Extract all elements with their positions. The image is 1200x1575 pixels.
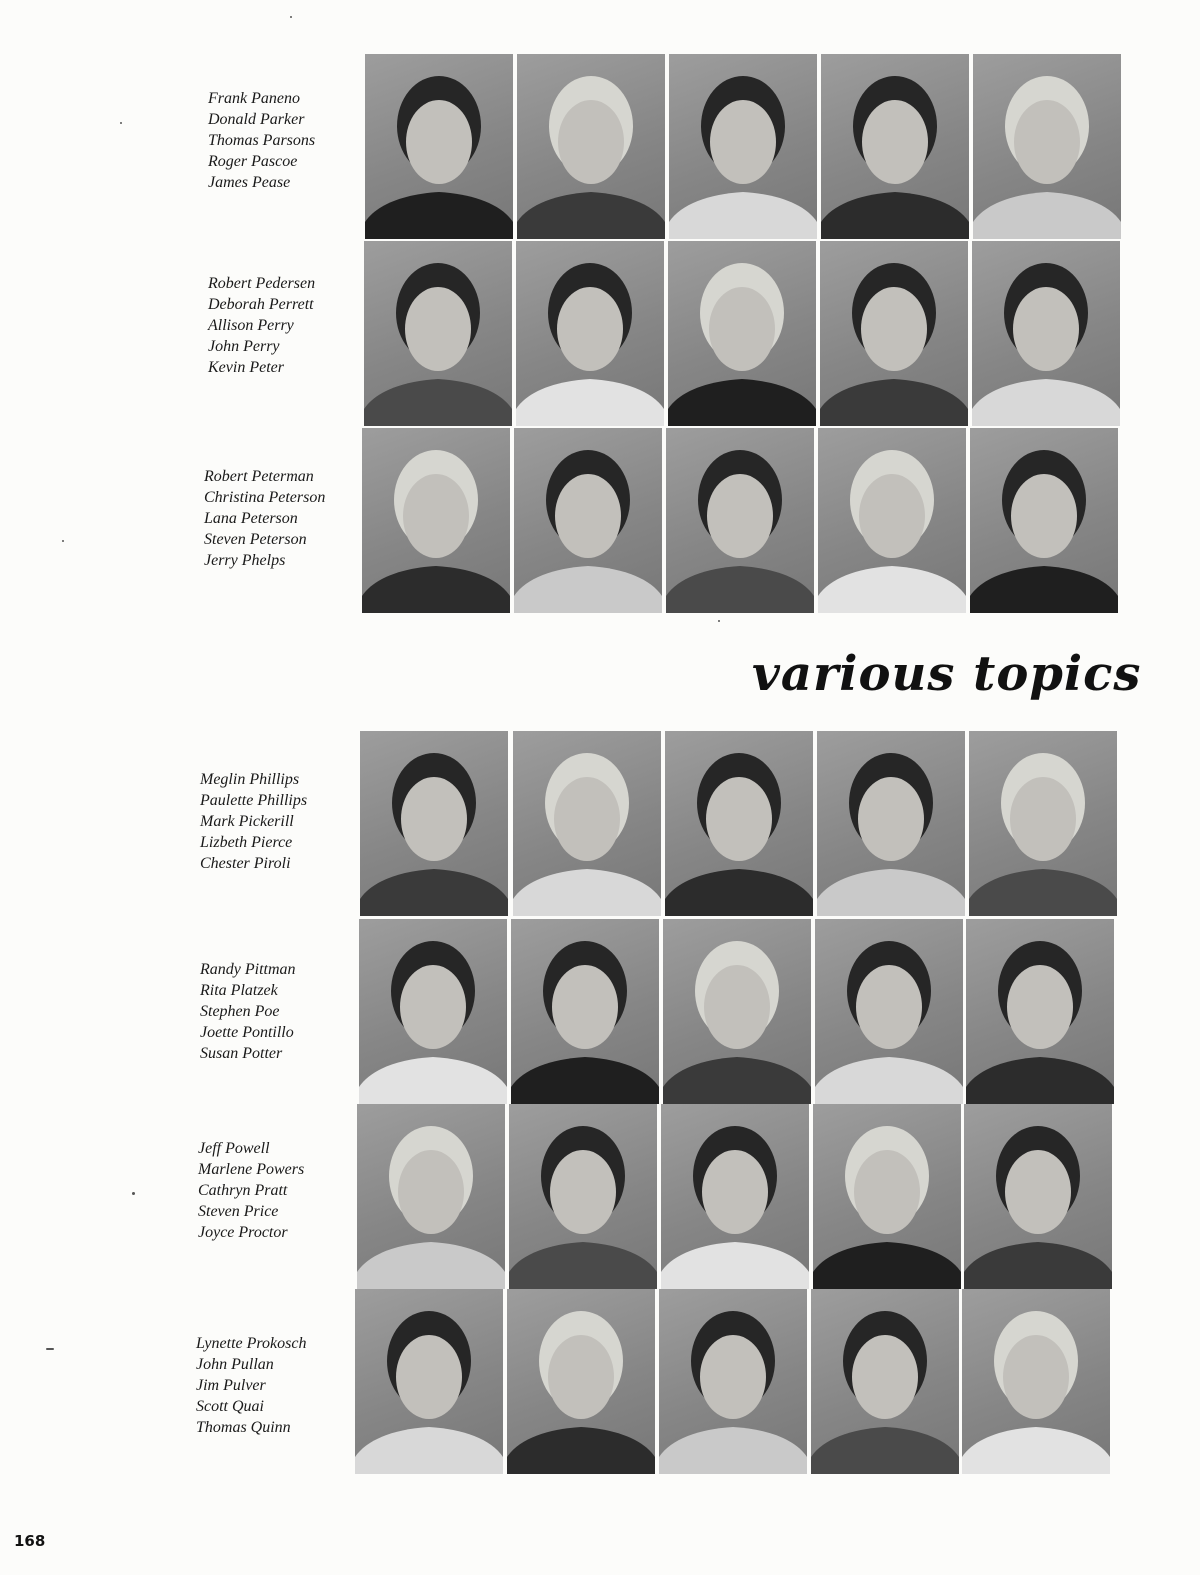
shoulders-shape: [513, 869, 661, 916]
face-shape: [558, 100, 624, 184]
face-shape: [854, 1150, 920, 1234]
student-name: Jim Pulver: [196, 1377, 266, 1394]
portrait-silhouette: [668, 241, 816, 426]
student-name: Joyce Proctor: [198, 1224, 288, 1241]
student-name: Thomas Quinn: [196, 1419, 291, 1436]
portrait-silhouette: [821, 54, 969, 239]
portrait-silhouette: [516, 241, 664, 426]
portrait-photo: [973, 54, 1121, 239]
portrait-silhouette: [514, 428, 662, 613]
portrait-silhouette: [970, 428, 1118, 613]
portrait-silhouette: [355, 1289, 503, 1474]
student-name: Donald Parker: [208, 111, 305, 128]
face-shape: [554, 777, 620, 861]
face-shape: [852, 1335, 918, 1419]
face-shape: [1003, 1335, 1069, 1419]
student-name: Chester Piroli: [200, 855, 291, 872]
shoulders-shape: [668, 379, 816, 426]
shoulders-shape: [813, 1242, 961, 1289]
portrait-silhouette: [509, 1104, 657, 1289]
face-shape: [550, 1150, 616, 1234]
scan-speck: [718, 620, 720, 622]
student-name: Kevin Peter: [208, 359, 284, 376]
portrait-photo: [359, 919, 507, 1104]
portrait-photo: [663, 919, 811, 1104]
portrait-photo: [665, 731, 813, 916]
portrait-silhouette: [665, 731, 813, 916]
shoulders-shape: [359, 1057, 507, 1104]
scan-speck: [120, 122, 122, 124]
face-shape: [710, 100, 776, 184]
portrait-photo: [364, 241, 512, 426]
portrait-photo: [514, 428, 662, 613]
shoulders-shape: [665, 869, 813, 916]
portrait-silhouette: [811, 1289, 959, 1474]
portrait-photo: [513, 731, 661, 916]
portrait-silhouette: [815, 919, 963, 1104]
shoulders-shape: [815, 1057, 963, 1104]
portrait-photo: [365, 54, 513, 239]
portrait-silhouette: [669, 54, 817, 239]
face-shape: [403, 474, 469, 558]
shoulders-shape: [811, 1427, 959, 1474]
shoulders-shape: [666, 566, 814, 613]
portrait-photo: [970, 428, 1118, 613]
student-name: Deborah Perrett: [208, 296, 314, 313]
name-list: [208, 88, 315, 193]
student-name: Jeff Powell: [198, 1140, 270, 1157]
portrait-silhouette: [973, 54, 1121, 239]
portrait-photo: [821, 54, 969, 239]
student-name: Jerry Phelps: [204, 552, 286, 569]
portrait-photo: [362, 428, 510, 613]
face-shape: [706, 777, 772, 861]
portrait-photo: [964, 1104, 1112, 1289]
name-list: [200, 769, 307, 874]
face-shape: [707, 474, 773, 558]
portrait-silhouette: [360, 731, 508, 916]
face-shape: [401, 777, 467, 861]
shoulders-shape: [966, 1057, 1114, 1104]
portrait-silhouette: [359, 919, 507, 1104]
shoulders-shape: [962, 1427, 1110, 1474]
shoulders-shape: [661, 1242, 809, 1289]
shoulders-shape: [821, 192, 969, 239]
student-name: Frank Paneno: [208, 90, 300, 107]
shoulders-shape: [516, 379, 664, 426]
student-name: Robert Pedersen: [208, 275, 316, 292]
portrait-photo: [972, 241, 1120, 426]
face-shape: [1005, 1150, 1071, 1234]
face-shape: [709, 287, 775, 371]
portrait-photo: [966, 919, 1114, 1104]
student-name: Cathryn Pratt: [198, 1182, 288, 1199]
portrait-photo: [511, 919, 659, 1104]
scan-speck: [132, 1192, 135, 1195]
name-list: [208, 273, 315, 378]
portrait-silhouette: [817, 731, 965, 916]
shoulders-shape: [970, 566, 1118, 613]
face-shape: [700, 1335, 766, 1419]
face-shape: [557, 287, 623, 371]
portrait-silhouette: [666, 428, 814, 613]
shoulders-shape: [972, 379, 1120, 426]
shoulders-shape: [511, 1057, 659, 1104]
name-list: [200, 959, 296, 1064]
student-name: Susan Potter: [200, 1045, 283, 1062]
portrait-photo: [360, 731, 508, 916]
face-shape: [405, 287, 471, 371]
shoulders-shape: [820, 379, 968, 426]
face-shape: [1011, 474, 1077, 558]
shoulders-shape: [969, 869, 1117, 916]
shoulders-shape: [663, 1057, 811, 1104]
portrait-silhouette: [362, 428, 510, 613]
scan-speck: [46, 1348, 54, 1350]
student-name: Rita Platzek: [200, 982, 278, 999]
name-list: [198, 1138, 304, 1243]
portrait-silhouette: [964, 1104, 1112, 1289]
portrait-silhouette: [818, 428, 966, 613]
portrait-silhouette: [820, 241, 968, 426]
scan-speck: [62, 540, 64, 542]
portrait-photo: [818, 428, 966, 613]
section-title: various topics: [752, 646, 1142, 702]
portrait-silhouette: [357, 1104, 505, 1289]
shoulders-shape: [514, 566, 662, 613]
portrait-photo: [817, 731, 965, 916]
portrait-photo: [517, 54, 665, 239]
face-shape: [859, 474, 925, 558]
portrait-photo: [820, 241, 968, 426]
student-name: Randy Pittman: [200, 961, 296, 978]
face-shape: [1014, 100, 1080, 184]
portrait-silhouette: [364, 241, 512, 426]
student-name: Roger Pascoe: [208, 153, 298, 170]
portrait-silhouette: [517, 54, 665, 239]
face-shape: [858, 777, 924, 861]
shoulders-shape: [507, 1427, 655, 1474]
portrait-silhouette: [507, 1289, 655, 1474]
student-name: John Perry: [208, 338, 280, 355]
shoulders-shape: [817, 869, 965, 916]
student-name: Christina Peterson: [204, 489, 326, 506]
student-name: Paulette Phillips: [200, 792, 308, 809]
portrait-silhouette: [663, 919, 811, 1104]
shoulders-shape: [973, 192, 1121, 239]
portrait-photo: [969, 731, 1117, 916]
portrait-silhouette: [972, 241, 1120, 426]
name-list: [196, 1333, 306, 1438]
portrait-photo: [813, 1104, 961, 1289]
shoulders-shape: [964, 1242, 1112, 1289]
shoulders-shape: [365, 192, 513, 239]
portrait-photo: [962, 1289, 1110, 1474]
portrait-silhouette: [511, 919, 659, 1104]
portrait-silhouette: [365, 54, 513, 239]
student-name: Scott Quai: [196, 1398, 264, 1415]
face-shape: [1010, 777, 1076, 861]
student-name: Allison Perry: [208, 317, 294, 334]
face-shape: [856, 965, 922, 1049]
face-shape: [702, 1150, 768, 1234]
student-name: Meglin Phillips: [200, 771, 300, 788]
student-name: Robert Peterman: [204, 468, 314, 485]
student-name: Steven Price: [198, 1203, 279, 1220]
face-shape: [398, 1150, 464, 1234]
portrait-silhouette: [969, 731, 1117, 916]
student-name: Marlene Powers: [198, 1161, 305, 1178]
face-shape: [400, 965, 466, 1049]
portrait-photo: [661, 1104, 809, 1289]
shoulders-shape: [362, 566, 510, 613]
student-name: Lana Peterson: [204, 510, 298, 527]
portrait-silhouette: [661, 1104, 809, 1289]
student-name: Mark Pickerill: [200, 813, 294, 830]
face-shape: [862, 100, 928, 184]
student-name: Lynette Prokosch: [196, 1335, 307, 1352]
portrait-silhouette: [813, 1104, 961, 1289]
student-name: Thomas Parsons: [208, 132, 316, 149]
face-shape: [1007, 965, 1073, 1049]
face-shape: [548, 1335, 614, 1419]
portrait-photo: [659, 1289, 807, 1474]
face-shape: [704, 965, 770, 1049]
shoulders-shape: [818, 566, 966, 613]
student-name: Steven Peterson: [204, 531, 307, 548]
student-name: James Pease: [208, 174, 291, 191]
name-list: [204, 466, 325, 571]
face-shape: [396, 1335, 462, 1419]
portrait-photo: [509, 1104, 657, 1289]
shoulders-shape: [364, 379, 512, 426]
shoulders-shape: [659, 1427, 807, 1474]
face-shape: [555, 474, 621, 558]
student-name: Joette Pontillo: [200, 1024, 294, 1041]
student-name: Lizbeth Pierce: [200, 834, 293, 851]
face-shape: [406, 100, 472, 184]
portrait-photo: [666, 428, 814, 613]
portrait-photo: [355, 1289, 503, 1474]
page-number: 168: [14, 1532, 46, 1550]
shoulders-shape: [509, 1242, 657, 1289]
portrait-photo: [815, 919, 963, 1104]
shoulders-shape: [517, 192, 665, 239]
student-name: Stephen Poe: [200, 1003, 280, 1020]
shoulders-shape: [355, 1427, 503, 1474]
portrait-silhouette: [513, 731, 661, 916]
shoulders-shape: [669, 192, 817, 239]
portrait-silhouette: [966, 919, 1114, 1104]
face-shape: [1013, 287, 1079, 371]
shoulders-shape: [357, 1242, 505, 1289]
portrait-photo: [357, 1104, 505, 1289]
scan-speck: [290, 16, 292, 18]
face-shape: [861, 287, 927, 371]
portrait-photo: [811, 1289, 959, 1474]
student-name: John Pullan: [196, 1356, 274, 1373]
portrait-silhouette: [659, 1289, 807, 1474]
portrait-photo: [668, 241, 816, 426]
shoulders-shape: [360, 869, 508, 916]
portrait-photo: [507, 1289, 655, 1474]
portrait-photo: [516, 241, 664, 426]
portrait-photo: [669, 54, 817, 239]
face-shape: [552, 965, 618, 1049]
portrait-silhouette: [962, 1289, 1110, 1474]
